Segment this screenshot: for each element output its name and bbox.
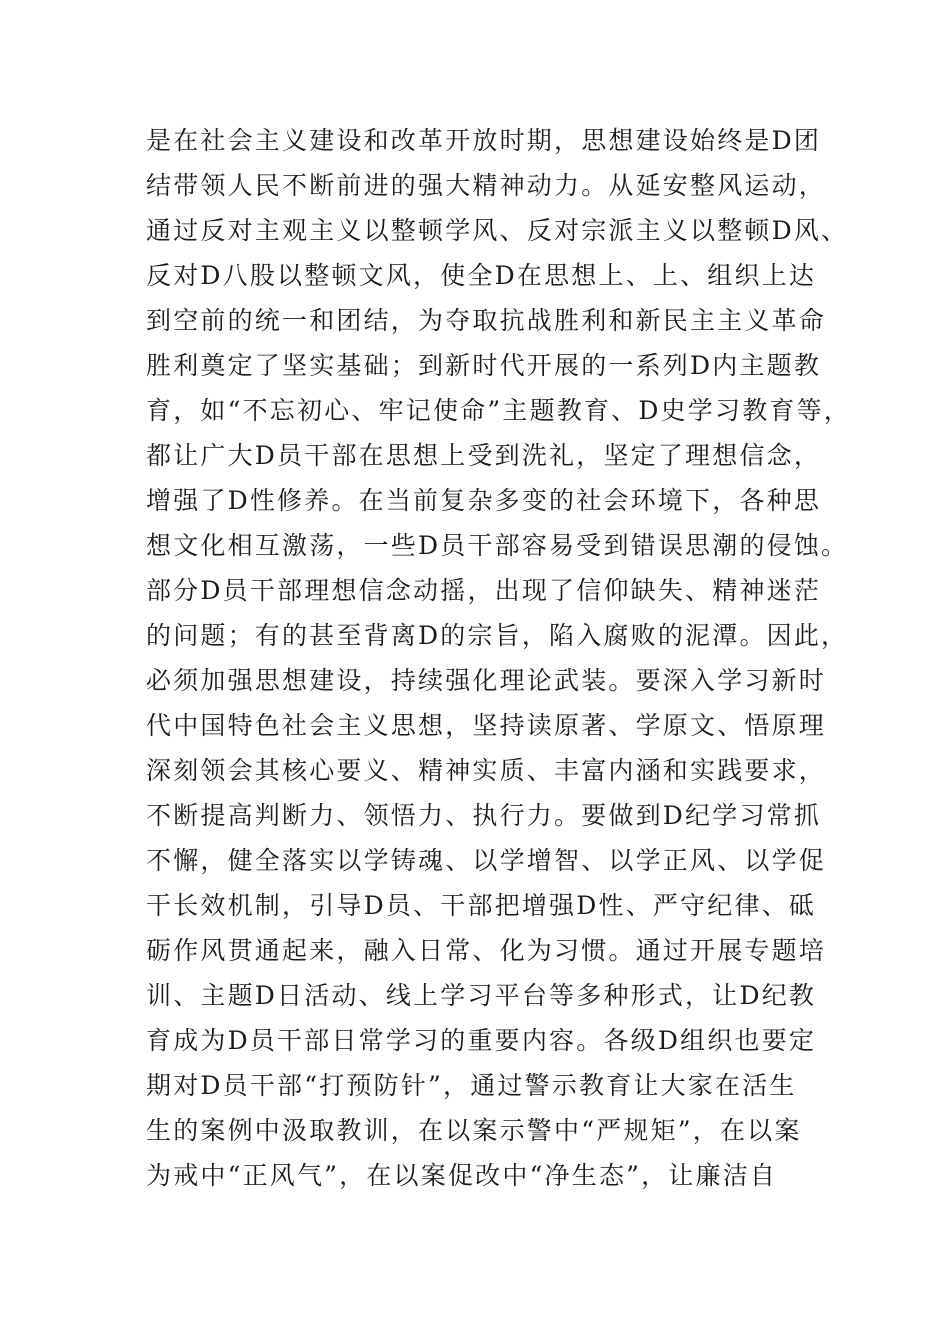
body-text <box>146 118 852 1198</box>
text-line: 增强了D性修养。在当前复杂多变的社会环境下，各种思 <box>146 486 822 515</box>
text-line: 不断提高判断力、领悟力、执行力。要做到D纪学习常抓 <box>146 801 822 830</box>
text-line: 的问题；有的甚至背离D的宗旨，陷入腐败的泥潭。因此， <box>146 621 849 650</box>
text-line: 期对D员干部“打预防针”，通过警示教育让大家在活生 <box>146 1071 797 1100</box>
text-line: 部分D员干部理想信念动摇，出现了信仰缺失、精神迷茫 <box>146 576 822 605</box>
text-line: 训、主题D日活动、线上学习平台等多种形式，让D纪教 <box>146 981 817 1010</box>
text-line: 都让广大D员干部在思想上受到洗礼，坚定了理想信念， <box>146 441 822 470</box>
text-line: 深刻领会其核心要义、精神实质、丰富内涵和实践要求， <box>146 756 827 785</box>
text-line: 想文化相互激荡，一些D员干部容易受到错误思潮的侵蚀。 <box>146 531 849 560</box>
text-line: 必须加强思想建设，持续强化理论武装。要深入学习新时 <box>146 666 827 695</box>
text-line: 结带领人民不断前进的强大精神动力。从延安整风运动， <box>146 171 827 200</box>
text-line: 干长效机制，引导D员、干部把增强D性、严守纪律、砥 <box>146 891 817 920</box>
text-line: 为戒中“正风气”，在以案促改中“净生态”，让廉洁自 <box>146 1161 778 1190</box>
text-line: 砺作风贯通起来，融入日常、化为习惯。通过开展专题培 <box>146 936 827 965</box>
text-line: 育，如“不忘初心、牢记使命”主题教育、D史学习教育等， <box>146 396 852 425</box>
text-line: 代中国特色社会主义思想，坚持读原著、学原文、悟原理 <box>146 711 827 740</box>
text-line: 生的案例中汲取教训，在以案示警中“严规矩”，在以案 <box>146 1116 802 1145</box>
text-line: 通过反对主观主义以整顿学风、反对宗派主义以整顿D风、 <box>146 216 849 245</box>
text-line: 反对D八股以整顿文风，使全D在思想上、上、组织上达 <box>146 261 817 290</box>
text-line: 到空前的统一和团结，为夺取抗战胜利和新民主主义革命 <box>146 306 827 335</box>
text-line: 不懈，健全落实以学铸魂、以学增智、以学正风、以学促 <box>146 846 827 875</box>
text-line: 育成为D员干部日常学习的重要内容。各级D组织也要定 <box>146 1026 817 1055</box>
text-line: 胜利奠定了坚实基础；到新时代开展的一系列D内主题教 <box>146 351 822 380</box>
text-line: 是在社会主义建设和改革开放时期，思想建设始终是D团 <box>146 126 822 155</box>
